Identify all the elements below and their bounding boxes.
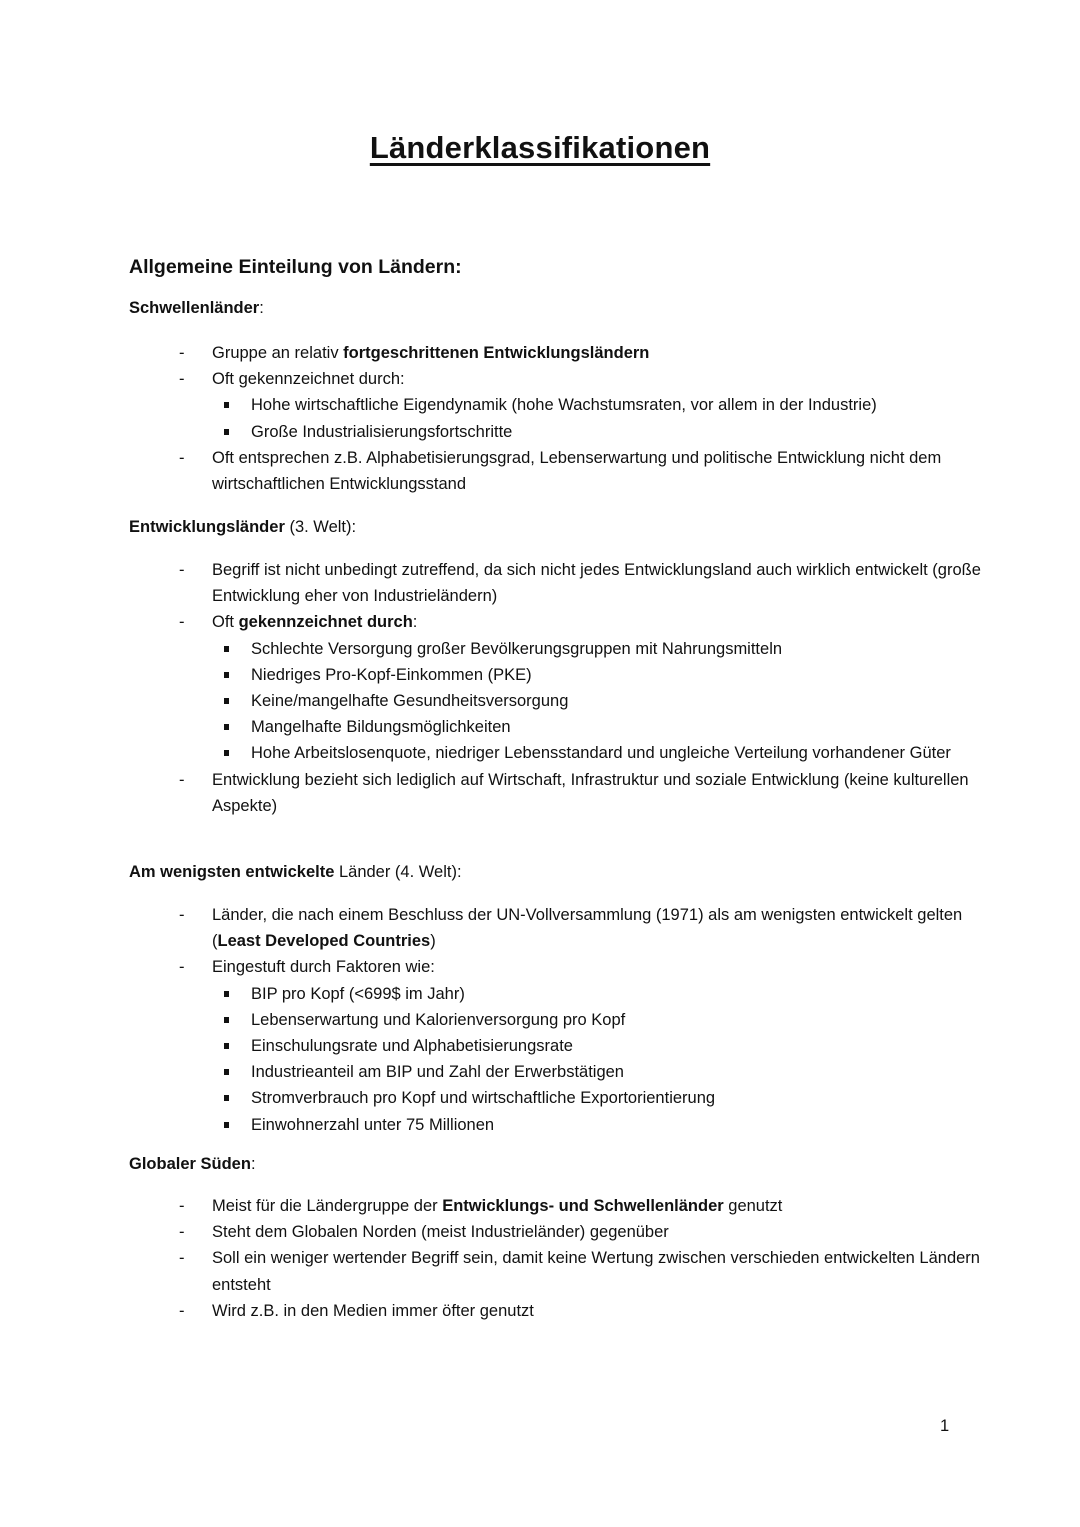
list-item: - Wird z.B. in den Medien immer öfter genutzt (179, 1301, 534, 1320)
list-item: Niedriges Pro-Kopf-Einkommen (PKE) (129, 662, 989, 688)
square-bullet-icon (224, 698, 229, 704)
list-item: Einschulungsrate und Alphabetisierungsrate (129, 1033, 989, 1059)
bullet-list-ldc (129, 902, 989, 1138)
square-bullet-icon (224, 1095, 229, 1101)
bullet-list-entwicklungslaender (129, 557, 989, 819)
section-heading-ldc: Am wenigsten entwickelte Länder (4. Welt): (129, 863, 462, 881)
square-bullet-icon (224, 402, 229, 408)
square-bullet-icon (224, 646, 229, 652)
square-bullet-icon (224, 724, 229, 730)
list-item: - Oft entsprechen z.B. Alphabetisierungsgrad, Lebenserwartung und politische Entwicklung nicht dem wirtschaftlichen Entwicklungsstand (179, 448, 942, 494)
list-item: - Entwicklung bezieht sich lediglich auf Wirtschaft, Infrastruktur und soziale Entwicklung (keine kulturellen Aspekte) (179, 770, 969, 815)
square-bullet-icon (224, 672, 229, 678)
list-item: - Steht dem Globalen Norden (meist Industrieländer) gegenüber (179, 1223, 669, 1242)
list-item: Keine/mangelhafte Gesundheitsversorgung (129, 688, 989, 714)
section-heading-schwellenlaender: Schwellenländer: (129, 299, 264, 317)
square-bullet-icon (224, 991, 229, 997)
list-item: BIP pro Kopf (<699$ im Jahr) (129, 981, 989, 1007)
list-item: Stromverbrauch pro Kopf und wirtschaftliche Exportorientierung (129, 1085, 989, 1111)
page-number: 1 (940, 1417, 950, 1435)
list-item: - Begriff ist nicht unbedingt zutreffend, da sich nicht jedes Entwicklungsland auch wirklich entwickelt (große Entwicklung eher von Industrieländern) (179, 561, 981, 606)
bullet-list-schwellenlaender (129, 340, 989, 497)
list-item: Schlechte Versorgung großer Bevölkerungsgruppen mit Nahrungsmitteln (129, 636, 989, 662)
list-item: Einwohnerzahl unter 75 Millionen (129, 1112, 989, 1138)
page-title: Länderklassifikationen (369, 130, 711, 165)
list-item: - Länder, die nach einem Beschluss der UN-Vollversammlung (1971) als am wenigsten entwickelt gelten (Least Developed Countries) (179, 906, 963, 951)
square-bullet-icon (224, 750, 229, 756)
square-bullet-icon (224, 429, 229, 435)
list-item: - Eingestuft durch Faktoren wie: (179, 958, 435, 977)
list-item: - Oft gekennzeichnet durch: (179, 613, 418, 632)
square-bullet-icon (224, 1069, 229, 1075)
list-item: - Gruppe an relativ fortgeschrittenen Entwicklungsländern (179, 344, 650, 362)
list-item: - Meist für die Ländergruppe der Entwicklungs- und Schwellenländer genutzt (179, 1197, 783, 1215)
list-item: - Oft gekennzeichnet durch: (179, 370, 405, 389)
square-bullet-icon (224, 1043, 229, 1049)
list-item: Hohe wirtschaftliche Eigendynamik (hohe Wachstumsraten, vor allem in der Industrie) (129, 392, 989, 418)
section-heading-entwicklungslaender: Entwicklungsländer (3. Welt): (129, 518, 357, 536)
section-heading-globaler-sueden: Globaler Süden: (129, 1155, 256, 1173)
list-item: Große Industrialisierungsfortschritte (129, 419, 989, 445)
page-subtitle: Allgemeine Einteilung von Ländern: (129, 256, 462, 278)
square-bullet-icon (224, 1017, 229, 1023)
list-item: Industrieanteil am BIP und Zahl der Erwerbstätigen (129, 1059, 989, 1085)
square-bullet-icon (224, 1122, 229, 1128)
list-item: Hohe Arbeitslosenquote, niedriger Lebensstandard und ungleiche Verteilung vorhandener Güter (129, 740, 989, 766)
bullet-list-globaler-sueden (129, 1193, 989, 1324)
list-item: Lebenserwartung und Kalorienversorgung pro Kopf (129, 1007, 989, 1033)
list-item: Mangelhafte Bildungsmöglichkeiten (129, 714, 989, 740)
list-item: - Soll ein weniger wertender Begriff sein, damit keine Wertung zwischen verschieden entwickelten Ländern entsteht (179, 1249, 980, 1294)
